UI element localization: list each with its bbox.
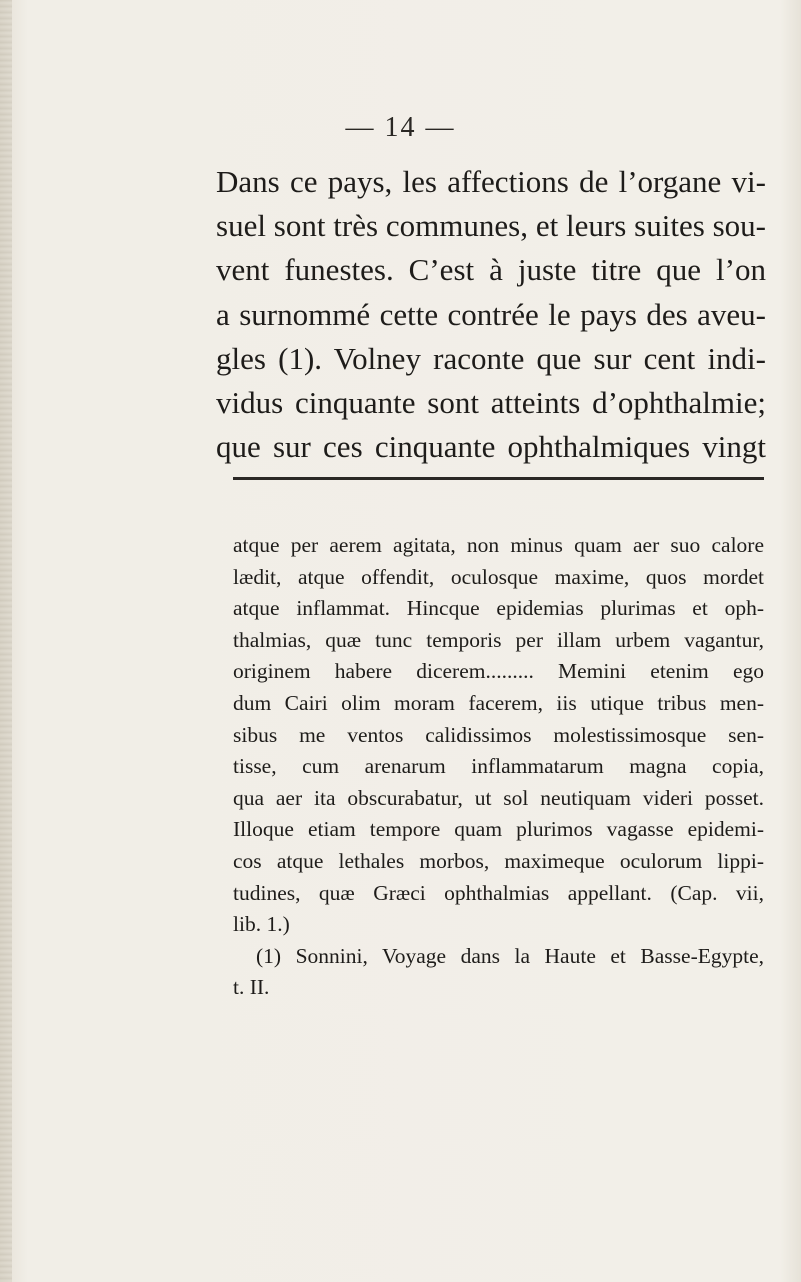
footnote-line: sibus me ventos calidissimos molestissimosque sen- (233, 722, 764, 747)
footnote-line: thalmias, quæ tunc temporis per illam urbem vagantur, (233, 627, 764, 652)
main-text-line: vent funestes. C’est à juste titre que l’on (216, 252, 766, 288)
main-text-line: que sur ces cinquante ophthalmiques vingt (216, 429, 766, 465)
footnote-reference-line: t. II. (233, 975, 270, 1000)
page-number: — 14 — (345, 112, 456, 143)
footnote-line: atque per aerem agitata, non minus quam aer suo calore (233, 533, 764, 557)
main-text-line: suel sont très communes, et leurs suites sou- (216, 208, 766, 244)
footnote-line: atque inflammat. Hincque epidemias plurimas et oph- (233, 596, 764, 621)
footnote-line: lib. 1.) (233, 912, 290, 937)
footnote-line: cos atque lethales morbos, maximeque oculorum lippi- (233, 848, 764, 873)
footnote-line: Illoque etiam tempore quam plurimos vagasse epidemi- (233, 817, 764, 842)
footnote-line: tudines, quæ Græci ophthalmias appellant. (Cap. vii, (233, 880, 764, 905)
footnote-reference-line: (1) Sonnini, Voyage dans la Haute et Basse-Egypte, (256, 943, 764, 968)
main-text-line: vidus cinquante sont atteints d’ophthalmie; (216, 385, 766, 421)
main-text-line: gles (1). Volney raconte que sur cent indi- (216, 340, 766, 376)
main-text-line: Dans ce pays, les affections de l’organe vi- (216, 164, 766, 199)
page-binding-edge (0, 0, 12, 1282)
footnote-line: tisse, cum arenarum inflammatarum magna copia, (233, 754, 764, 779)
footnote-line: lædit, atque offendit, oculosque maxime, quos mordet (233, 564, 764, 589)
footnote-line: dum Cairi olim moram facerem, iis utique tribus men- (233, 690, 764, 715)
footnote-block (233, 530, 764, 1004)
footnote-separator-rule (233, 477, 764, 480)
main-text-line: a surnommé cette contrée le pays des aveu- (216, 296, 766, 332)
footnote-line: qua aer ita obscurabatur, ut sol neutiquam videri posset. (233, 785, 764, 810)
footnote-line: originem habere dicerem......... Memini etenim ego (233, 659, 764, 684)
main-paragraph (216, 160, 766, 469)
